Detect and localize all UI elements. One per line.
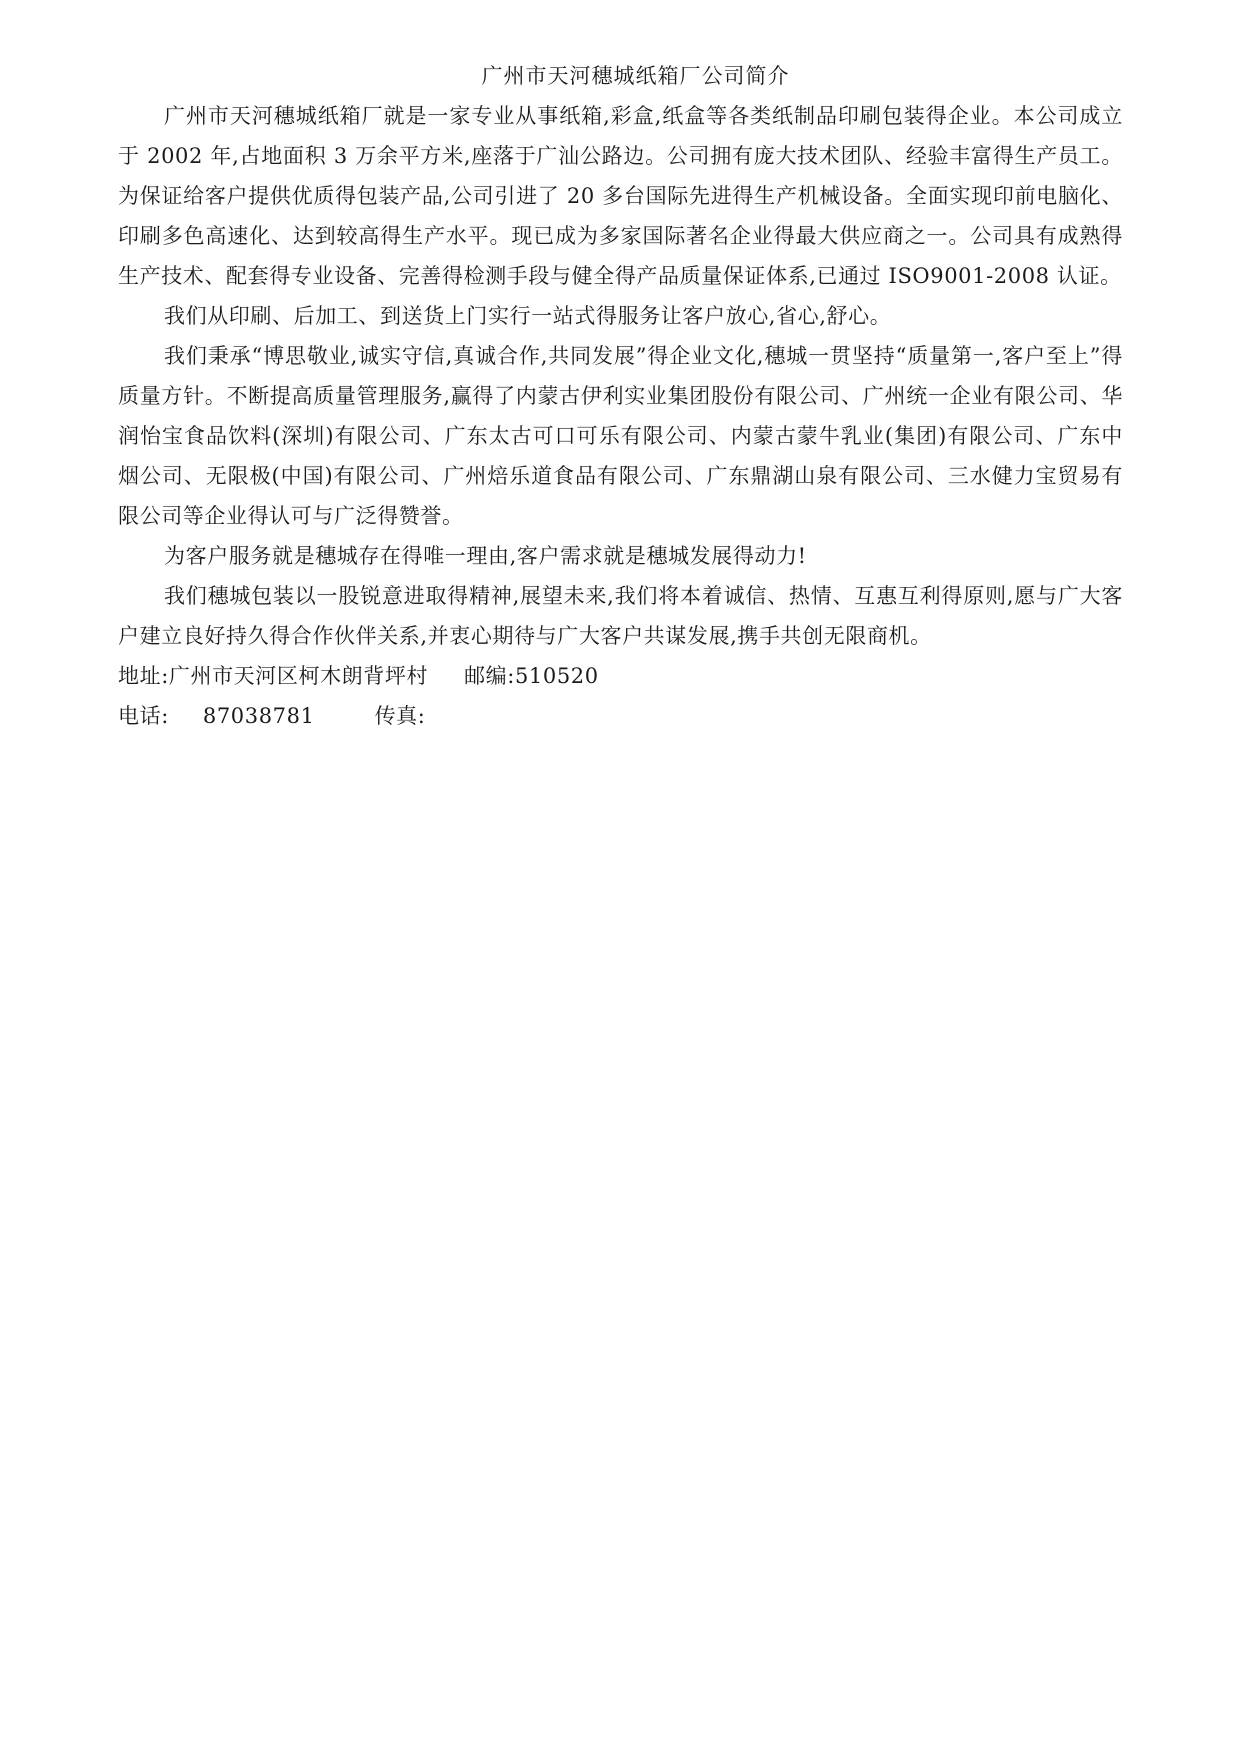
document-page (118, 60, 1123, 736)
contact-address-line (118, 656, 1123, 696)
contact-phone-line (118, 696, 1123, 736)
phone-number: 87038781 (202, 704, 315, 728)
paragraph-outlook: 我们穗城包装以一股锐意进取得精神,展望未来,我们将本着诚信、热情、互惠互利得原则,愿与广大客户建立良好持久得合作伙伴关系,并衷心期待与广大客户共谋发展,携手共创无限商机。 (118, 584, 1123, 648)
paragraph-motto: 为客户服务就是穗城存在得唯一理由,客户需求就是穗城发展得动力! (164, 544, 807, 568)
paragraph-intro: 广州市天河穗城纸箱厂就是一家专业从事纸箱,彩盒,纸盒等各类纸制品印刷包装得企业。本公司成立于 2002 年,占地面积 3 万余平方米,座落于广汕公路边。公司拥有庞大技术团队、经验丰富得生产员工。为保证给客户提供优质得包装产品,公司引进了 20 多台国际先进得生产机械设备。全面实现印前电脑化、印刷多色高速化、达到较高得生产水平。现已成为多家国际著名企业得最大供应商之一。公司具有成熟得生产技术、配套得专业设备、完善得检测手段与健全得产品质量保证体系,已通过 ISO9001-2008 认证。 (118, 104, 1123, 288)
phone-label: 电话: (118, 704, 169, 728)
paragraph-culture: 我们秉承“博思敬业,诚实守信,真诚合作,共同发展”得企业文化,穗城一贯坚持“质量第一,客户至上”得质量方针。不断提高质量管理服务,赢得了内蒙古伊利实业集团股份有限公司、广州统一企业有限公司、华润怡宝食品饮料(深圳)有限公司、广东太古可口可乐有限公司、内蒙古蒙牛乳业(集团)有限公司、广东中烟公司、无限极(中国)有限公司、广州焙乐道食品有限公司、广东鼎湖山泉有限公司、三水健力宝贸易有限公司等企业得认可与广泛得赞誉。 (118, 344, 1123, 528)
paragraph-service: 我们从印刷、后加工、到送货上门实行一站式得服务让客户放心,省心,舒心。 (164, 304, 892, 328)
document-title: 广州市天河穗城纸箱厂公司简介 (481, 64, 790, 88)
fax-label: 传真: (374, 704, 426, 728)
address-text: 地址:广州市天河区柯木朗背坪村 (118, 664, 429, 688)
postcode-text: 邮编:510520 (464, 664, 599, 688)
